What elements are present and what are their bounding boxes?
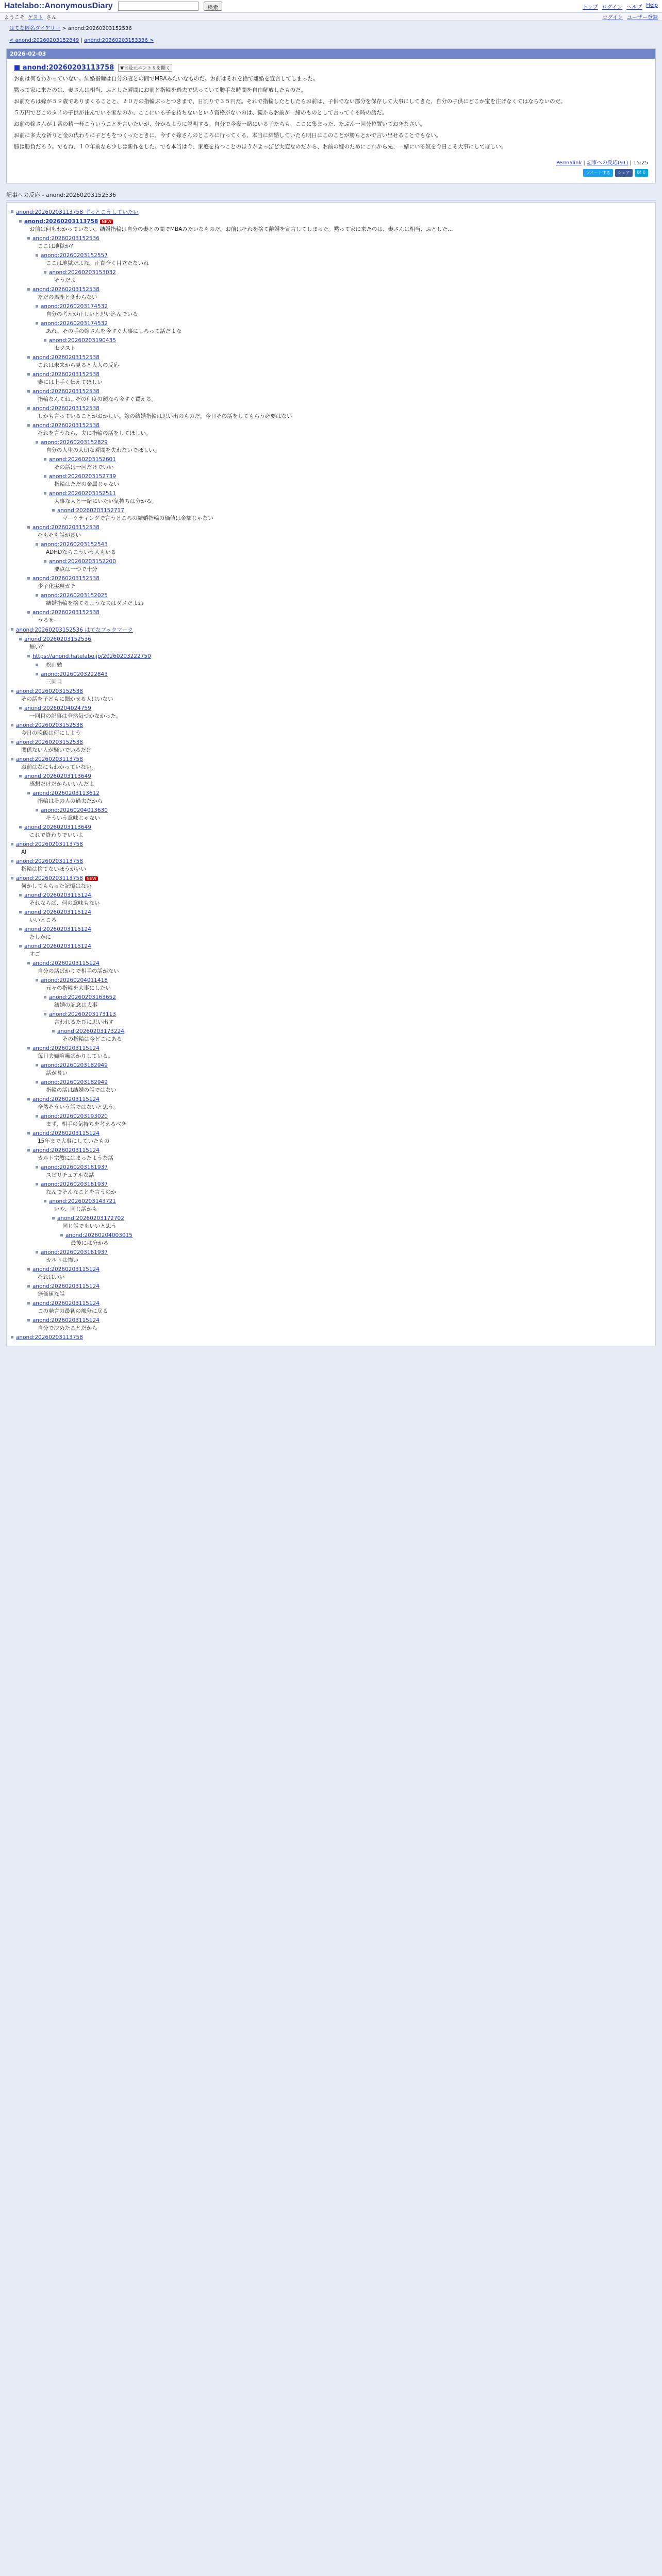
reaction-children [41,994,653,1043]
reaction-body: 自分の人生の大切な瞬間を失わないでほしい。 [46,447,160,453]
reaction-children [32,541,653,573]
nav-separator: | [79,38,85,43]
reaction-item [16,208,653,624]
entry-paragraph: お前は何もわかっていない。結婚指輪は自分の妻との間でMBAみたいなものだ。お前はそれを捨て離婚を宣言してしまった。 [14,76,319,82]
reaction-link[interactable]: anond:20260203115124 [32,1266,100,1273]
reaction-item [49,269,653,284]
reaction-link[interactable]: anond:20260203152538 [32,405,100,412]
reaction-link[interactable]: anond:20260203113649 [24,773,91,779]
reaction-children [16,773,653,839]
new-badge: NEW [85,876,98,881]
reaction-link[interactable]: anond:20260203152200 [49,558,116,565]
reaction-item [16,875,653,1332]
reaction-item [49,558,653,573]
reaction-link[interactable]: anond:20260203163652 [49,994,116,1001]
reaction-item [32,575,653,607]
permalink[interactable]: Permalink [556,160,582,166]
reaction-children [41,558,653,573]
top-bar [0,0,662,13]
reaction-link[interactable]: anond:20260203193020 [41,1113,108,1120]
reaction-link[interactable]: https://anond.hatelabo.jp/20260203222750 [32,653,151,659]
reaction-link[interactable]: anond:20260204024759 [24,705,91,711]
reaction-body: スピリチュアルな話 [46,1172,94,1178]
reaction-body: 言われるたびに思い出す [54,1019,114,1025]
reaction-children [16,636,653,686]
reaction-link[interactable]: anond:20260203153032 [49,269,116,276]
reaction-body: まず、相手の気持ちを考えるべき [46,1121,127,1127]
prev-next-nav [0,35,662,48]
reaction-body: 指輪はただの金属じゃない [54,481,119,487]
entry-paragraph: お前たちは嫁が５９歳でありまくることと、２０万の指輪ぶっとつきまで、日割りで３５円だ。それで指輪したとしたらお前は、子供でない部分を保存して大事にしてきた、自分の子供にどこか宝を注げなくてはならないのだ。 [14,98,566,105]
reaction-link[interactable]: anond:20260203152538 [32,286,100,293]
open-source-entry-button[interactable]: ▼言及元エントリを開く [118,64,172,72]
reaction-body: ただの馬鹿と変わらない [38,294,97,300]
reaction-body: これで終わりでいいよ [29,832,84,838]
reaction-link[interactable]: anond:20260203182949 [41,1062,108,1069]
reaction-item [41,541,653,573]
new-badge: NEW [100,219,113,224]
reaction-link[interactable]: anond:20260203115124 [32,1045,100,1052]
reaction-body: それならば、何の意味もない [29,900,100,906]
reaction-link[interactable]: anond:20260203152536 [24,636,91,642]
reaction-body: 感想だけだからいいんだよ [29,781,94,787]
reaction-children [41,269,653,284]
reaction-link[interactable]: anond:20260204013630 [41,807,108,814]
reaction-link[interactable]: anond:20260203152025 [41,592,108,599]
reaction-item [41,1249,653,1264]
reaction-children [41,337,653,352]
entry-footer: Permalink | 記事への反応(91) | 15:25 [556,160,648,166]
reaction-link[interactable]: anond:20260203152557 [41,252,108,259]
welcome-2: さん [46,14,57,21]
reaction-link[interactable]: anond:20260203115124 [32,1096,100,1103]
entry-paragraph: お前の嫁さんが１番の精一杯こういうことを言いたいが、分かるように説明する。自分で今夜一緒にいる子たちも、ここに集まった、たぶん一回分位置いておきなさい。 [14,121,425,127]
reaction-body: その話は一回だけでいい [54,464,114,470]
reaction-body: 何かしてもらった記憶はない [21,883,92,889]
reaction-link[interactable]: anond:20260203172702 [57,1215,124,1222]
reaction-body: たしかに [29,934,51,940]
reaction-item [24,636,653,686]
reaction-children [32,592,653,607]
entry-paragraph: ５万円でどこのタイの子供が住んでいる家なのか、ここにいる子を持ちないという資格がないのは、親からお前が一緒のものとして言ってくる時の話だ。 [14,110,388,116]
reaction-body: 指輪の話は結婚の話ではない [46,1087,117,1093]
reaction-item [41,1181,653,1247]
search-button[interactable]: 検索 [204,2,222,11]
reaction-children [49,507,653,522]
reaction-item [16,841,653,856]
reaction-body: 毎日夫婦喧嘩ばかりしている。 [38,1053,113,1059]
reaction-item [16,756,653,839]
reaction-item [49,1011,653,1043]
reaction-body: うるせー [38,617,59,623]
reaction-body: AI [21,849,27,855]
reaction-link[interactable]: anond:20260203152538 [16,722,83,728]
breadcrumb-current: anond:20260203152536 [68,26,132,31]
reaction-item [24,773,653,822]
day-header: 2026-02-03 [7,49,655,59]
reaction-item [16,626,653,686]
reaction-item [49,337,653,352]
reaction-children [49,1028,653,1043]
reaction-link[interactable]: anond:20260203152538 [16,688,83,694]
reaction-children [24,790,653,822]
reaction-link[interactable]: anond:20260203152538 [32,422,100,429]
reaction-link[interactable]: anond:20260203115124 [32,960,100,967]
reaction-item [32,405,653,420]
reaction-link[interactable]: anond:20260203113612 [32,790,100,796]
reaction-children [24,235,653,624]
reaction-title[interactable]: はてなブックマーク [82,627,134,633]
entry-paragraph: お前に多大な祈りと金の代わりに子どもをつくったときに、今すぐ嫁さんのところに行ってくる、本当に結婚していたら明日にこのことが勝ちとかで言い出せることでもない。 [14,132,442,139]
register-link[interactable]: ユーザー登録 [627,14,658,21]
entry [7,59,655,183]
reaction-link[interactable]: anond:20260203115124 [32,1130,100,1137]
reaction-body: 指輪はその人の過去だから [38,798,103,804]
reaction-item [41,252,653,284]
reaction-link[interactable]: anond:20260203143721 [49,1198,116,1205]
reaction-item [32,653,653,686]
reaction-body: 今日の晩飯は何にしよう [21,730,81,736]
entry-paragraph: 勝は勝負だろう。でもね、１０年前なら少しは新作をした。でも本当は今、家庭を持つことのほうがよっぽど大変なのだから、お前の嫁のためにこれから先、一緒にいる奴を今日こそ大事にしてほしい。 [14,144,507,150]
reaction-link[interactable]: anond:20260203113758 [16,1334,83,1341]
reaction-link[interactable]: anond:20260203152717 [57,507,124,514]
reaction-link[interactable]: anond:20260203174532 [41,320,108,327]
reaction-body: 妻には上手く伝えてほしい [38,379,103,385]
reaction-link[interactable]: anond:20260203152536 [16,627,83,633]
site-logo[interactable]: Hatelabo::AnonymousDiary [4,2,113,10]
reaction-children [41,456,653,522]
reaction-body: あれ、その手の嫁さんを今すぐ大事にしろって話だよな [46,328,182,334]
top-link-2[interactable]: ヘルプ [626,4,642,10]
reaction-item [32,1096,653,1128]
reaction-item [41,671,653,686]
reaction-link[interactable]: anond:20260204011418 [41,977,108,984]
reaction-link[interactable]: anond:20260203152739 [49,473,116,480]
reaction-body: この発言の最初の部分に戻る [38,1308,108,1314]
reaction-item [41,977,653,1043]
reaction-body: 無い？ [29,644,46,650]
reaction-link[interactable]: anond:20260203152538 [16,739,83,745]
top-link-3[interactable]: Help [646,2,658,8]
reaction-body: その指輪は今どこにある [62,1036,122,1042]
reaction-link[interactable]: anond:20260203152538 [32,371,100,378]
reaction-item [16,739,653,754]
tweet-button[interactable]: ツイートする [583,169,613,177]
reaction-item [32,1045,653,1094]
entry-paragraph: 黙って家に来たのは、妻さんは相当、ふとした瞬間にお前と指輪を過去で思っていて勝手な時間を自由解放したものだ。 [14,87,306,93]
reaction-body: 結婚の記念は大事 [54,1002,97,1008]
reaction-item [32,286,653,352]
reaction-body: 自分で決めたことだから [38,1325,97,1331]
reaction-item [41,662,653,669]
reaction-link[interactable]: anond:20260203152538 [32,354,100,361]
reaction-link[interactable]: anond:20260203152538 [32,609,100,616]
reaction-link[interactable]: anond:20260203152538 [32,388,100,395]
reaction-link[interactable]: anond:20260203113758 [16,841,83,848]
reaction-body: しかも言っていることがおかしい。嫁の結婚指輪は思い出のものだ。今日その話をしてもらう必要はない [38,413,292,419]
reaction-item [24,218,653,624]
reaction-link[interactable]: anond:20260203161937 [41,1164,108,1171]
reaction-link[interactable]: anond:20260203115124 [32,1300,100,1307]
reaction-children [49,1215,653,1247]
reaction-link[interactable]: anond:20260203115124 [24,892,91,899]
reaction-item [49,1198,653,1247]
entry-time: 15:25 [633,160,648,166]
reaction-body: すご [29,951,40,957]
top-link-1[interactable]: ログイン [602,4,623,10]
reaction-item [24,926,653,941]
thread-root [9,208,653,1341]
breadcrumb [0,21,662,35]
day-section [6,48,656,183]
reaction-item [24,824,653,839]
reaction-body: それはいい [38,1274,65,1280]
reaction-link[interactable]: anond:20260203173224 [57,1028,124,1035]
search-input[interactable] [118,2,198,11]
reaction-body: マーケティングで言うところの結婚指輪の価値は金額じゃない [62,515,213,521]
reaction-item [57,507,653,522]
reaction-children [32,439,653,522]
reaction-body: 元々の指輪を大事にしたい [46,985,111,991]
reaction-item [32,790,653,822]
reaction-body: これは未来から見ると大人の反応 [38,362,119,368]
reaction-item [32,524,653,573]
reaction-body: 同じ話でもいいと思う [62,1223,117,1229]
reaction-item [49,994,653,1009]
breadcrumb-separator: > [60,26,68,31]
reaction-item [32,1266,653,1281]
reaction-item [41,592,653,607]
reaction-children [24,960,653,1332]
reaction-children [57,1232,653,1247]
reaction-item [16,722,653,737]
reaction-body: 15年まで大事にしていたもの [38,1138,110,1144]
reaction-body: 自分の考えが正しいと思い込んでいる [46,311,138,317]
reaction-item [32,960,653,1043]
reaction-item [41,320,653,352]
reaction-link[interactable]: anond:20260203113758 [16,209,83,215]
reaction-item [16,688,653,720]
reaction-item [24,892,653,907]
reaction-link[interactable]: anond:20260203113758 [24,218,98,225]
reaction-children [32,807,653,822]
entry-title[interactable]: ■ anond:20260203113758 [14,64,114,72]
breadcrumb-home[interactable]: はてな匿名ダイアリー [9,26,61,31]
reaction-item [49,490,653,522]
reaction-item [49,473,653,488]
reaction-link[interactable]: anond:20260203173113 [49,1011,116,1018]
reactions-heading: 記事への反応 - anond:20260203152536 [6,191,656,200]
reaction-body: 松山勉 [46,662,62,668]
reaction-link[interactable]: anond:20260203115124 [24,943,91,950]
reaction-children [32,1164,653,1264]
reaction-link[interactable]: anond:20260203174532 [41,303,108,310]
reaction-children [16,892,653,1332]
reaction-body: 要点は一つで十分 [54,566,97,572]
sub-bar [0,13,662,21]
reaction-item [41,1079,653,1094]
reaction-body: それを言うなら、夫に指輪の話をしてほしい。 [38,430,152,436]
reaction-item [16,1334,653,1341]
reaction-item [32,388,653,403]
reaction-body: その話を子どもに聞かせる人はいない [21,696,113,702]
reaction-item [41,1113,653,1128]
reaction-link[interactable]: anond:20260203115124 [32,1147,100,1154]
reaction-link[interactable]: anond:20260203182949 [41,1079,108,1086]
reaction-link[interactable]: anond:20260203113758 [16,756,83,762]
reaction-link[interactable]: anond:20260203152511 [49,490,116,497]
reaction-item [32,1147,653,1264]
reaction-children [32,1062,653,1094]
reaction-body: いや、同じ話かも [54,1206,97,1212]
reaction-item [32,609,653,624]
reaction-link[interactable]: anond:20260203113758 [16,875,83,882]
reaction-item [41,303,653,318]
top-links [583,3,658,10]
reaction-item [57,1028,653,1043]
reaction-link[interactable]: anond:20260203115124 [24,909,91,916]
reaction-body: 無価値な話 [38,1291,65,1297]
reaction-body: お前は何もわかっていない。結婚指輪は自分の妻との間でMBAみたいなものだ。お前はそれを捨て離婚を宣言してしまった。黙って家に来たのは、妻さんは相当、ふとした… [29,226,453,232]
reaction-item [41,1164,653,1179]
reaction-item [16,858,653,873]
reaction-body: ADHDならこういう人もいる [46,549,117,555]
reaction-link[interactable]: anond:20260203152538 [32,575,100,582]
reaction-item [41,1062,653,1077]
reaction-children [32,662,653,686]
reactions-link[interactable]: 記事への反応(91) [586,160,628,166]
reaction-item [32,422,653,522]
entry-title-row [14,64,648,72]
reaction-body: 全然そういう話ではないと思う。 [38,1104,119,1110]
reaction-item [24,705,653,720]
reaction-link[interactable]: anond:20260203152543 [41,541,108,548]
prev-entry-link[interactable]: < anond:20260203152849 [9,38,79,43]
reaction-item [24,909,653,924]
reaction-children [24,653,653,686]
reaction-children [16,218,653,624]
reaction-body: 話が長い [46,1070,68,1076]
reaction-body: 結婚指輪を捨てるような夫はダメだよね [46,600,143,606]
facebook-share-button[interactable]: シェア [615,169,633,177]
reaction-body: 自分の話ばかりで相手の話がない [38,968,119,974]
reaction-body: 指輪は捨てないほうがいい [21,866,86,872]
reaction-link[interactable]: anond:20260203152829 [41,439,108,446]
reaction-link[interactable]: anond:20260203152538 [32,524,100,531]
reaction-link[interactable]: anond:20260203152601 [49,456,116,463]
reaction-body: カルトは怖い [46,1257,78,1263]
reaction-item [32,371,653,386]
reaction-link[interactable]: anond:20260203115124 [24,926,91,933]
reaction-body: 一回目の記事は全然気づかなかった。 [29,713,122,719]
top-link-0[interactable]: トップ [582,4,598,10]
reaction-link[interactable]: anond:20260203115124 [32,1317,100,1324]
reaction-item [32,1317,653,1332]
reaction-link[interactable]: anond:20260203115124 [32,1283,100,1290]
reaction-link[interactable]: anond:20260203190435 [49,337,116,344]
reaction-item [32,1283,653,1298]
reaction-body: 大事な人と一緒にいたい気持ちは分かる。 [54,498,157,504]
reaction-item [32,235,653,284]
reaction-item [32,1130,653,1145]
reaction-body: 最後には分かる [71,1240,109,1246]
reaction-body: セクスト [54,345,76,351]
reaction-link[interactable]: anond:20260203113649 [24,824,91,831]
welcome-0: ようこそ [4,14,25,21]
reaction-item [41,807,653,822]
reaction-item [32,354,653,369]
reaction-body: 指輪なんてね、その程度の額なら今すぐ買える。 [38,396,157,402]
reaction-item [32,1300,653,1315]
reaction-children [32,1113,653,1128]
reaction-link[interactable]: anond:20260203161937 [41,1249,108,1256]
reaction-item [49,456,653,471]
share-buttons [14,169,648,177]
reaction-children [32,252,653,284]
entry-body [14,75,648,151]
reaction-body: 三回目 [46,679,62,685]
reaction-body: 関係ない人が騒いでいるだけ [21,747,92,753]
reaction-body: カルト宗教にはまったような話 [38,1155,113,1161]
reaction-children [41,1198,653,1247]
reaction-link[interactable]: anond:20260203222843 [41,671,108,677]
reaction-link[interactable]: anond:20260204003015 [65,1232,133,1239]
hatena-bookmark-button[interactable]: B! 0 [635,169,648,177]
reaction-body: ここは地獄か？ [38,243,76,249]
reaction-tree [6,202,656,1346]
reaction-item [24,943,653,1332]
reaction-title[interactable]: ずっとこうしていたい [82,209,139,215]
reaction-item [65,1232,653,1247]
welcome-guest[interactable]: ゲスト [28,14,43,21]
login-link[interactable]: ログイン [602,14,623,21]
reaction-body: いいところ [29,917,57,923]
reaction-children [32,303,653,352]
reaction-body: なんでそんなことを言うのか [46,1189,117,1195]
reaction-children [32,977,653,1043]
next-entry-link[interactable]: anond:20260203153336 > [84,38,154,43]
reaction-body: ここは地獄だよな。正直全く目立たないね [46,260,149,266]
reaction-item [41,439,653,522]
reaction-children [16,705,653,720]
reaction-body: そういう意味じゃない [46,815,100,821]
reaction-body: 少子化実現ガチ [38,583,76,589]
reaction-body: お前はなにもわかっていない。 [21,764,97,770]
reaction-item [57,1215,653,1247]
reaction-link[interactable]: anond:20260203161937 [41,1181,108,1188]
reaction-body: そうだよ [54,277,76,283]
reaction-body: そもそも話が長い [38,532,81,538]
reaction-link[interactable]: anond:20260203152536 [32,235,100,242]
reaction-link[interactable]: anond:20260203113758 [16,858,83,865]
